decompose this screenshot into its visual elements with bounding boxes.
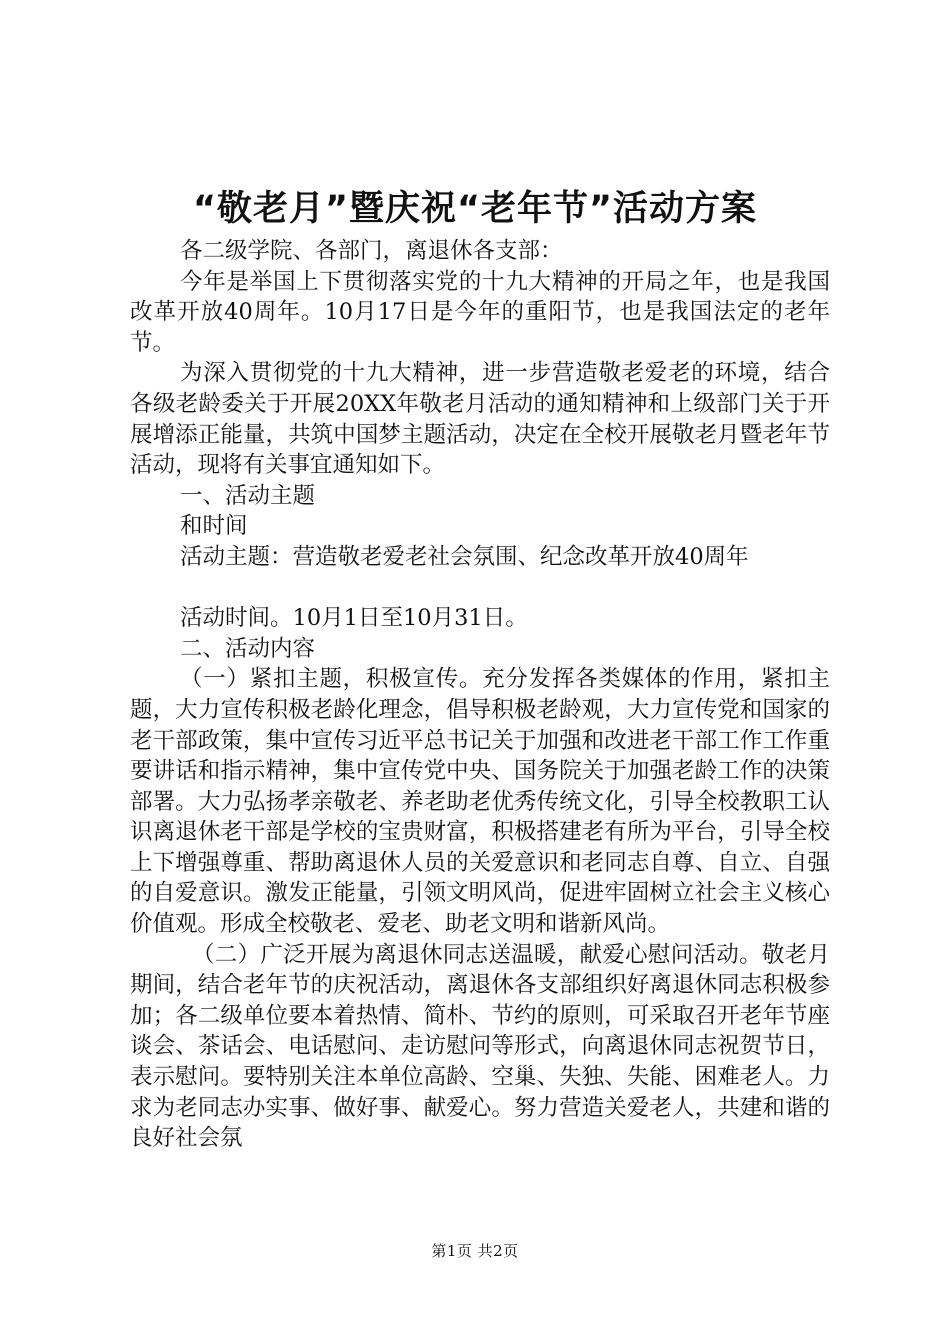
blank-line <box>130 573 830 604</box>
activity-time: 活动时间。10月1日至10月31日。 <box>180 605 528 632</box>
section-heading-content: 二、活动内容 <box>180 635 316 662</box>
section-heading-theme-continued: 和时间 <box>180 513 248 540</box>
document-title: “敬老月”暨庆祝“老年节”活动方案 <box>192 189 757 229</box>
content-item-2: （二）广泛开展为离退休同志送温暖，献爱心慰问活动。敬老月期间，结合老年节的庆祝活动，离退休各支部组织好离退休同志积极参加；各二级单位要本着热情、简朴、节约的原则，可采取召开老年节座谈会、茶话会、电话慰问、走访慰问等形式，向离退休同志祝贺节日，表示慰问。要特别关注本单位高龄、空巢、失独、失能、困难老人。力求为老同志办实事、做好事、献爱心。努力营造关爱老人，共建和谐的良好社会氛 <box>130 941 830 1152</box>
activity-theme: 活动主题：营造敬老爱老社会氛围、纪念改革开放40周年 <box>180 543 749 570</box>
section-heading-theme: 一、活动主题 <box>180 482 316 509</box>
salutation: 各二级学院、各部门，离退休各支部： <box>180 238 563 264</box>
document-body <box>130 236 830 1154</box>
paragraph-purpose: 为深入贯彻党的十九大精神，进一步营造敬老爱老的环境，结合各级老龄委关于开展20XX年敬老月活动的通知精神和上级部门关于开展增添正能量，共筑中国梦主题活动，决定在全校开展敬老月暨老年节活动，现将有关事宜通知如下。 <box>130 360 830 479</box>
page-number-footer: 第1页 共2页 <box>431 1242 519 1260</box>
content-item-1: （一）紧扣主题，积极宣传。充分发挥各类媒体的作用，紧扣主题，大力宣传积极老龄化理念，倡导积极老龄观，大力宣传党和国家的老干部政策，集中宣传习近平总书记关于加强和改进老干部工作工作重要讲话和指示精神，集中宣传党中央、国务院关于加强老龄工作的决策部署。大力弘扬孝亲敬老、养老助老优秀传统文化，引导全校教职工认识离退休老干部是学校的宝贵财富，积极搭建老有所为平台，引导全校上下增强尊重、帮助离退休人员的关爱意识和老同志自尊、自立、自强的自爱意识。激发正能量，引领文明风尚，促进牢固树立社会主义核心价值观。形成全校敬老、爱老、助老文明和谐新风尚。 <box>130 666 830 938</box>
paragraph-intro: 今年是举国上下贯彻落实党的十九大精神的开局之年，也是我国改革开放40周年。10月17日是今年的重阳节，也是我国法定的老年节。 <box>130 268 830 356</box>
